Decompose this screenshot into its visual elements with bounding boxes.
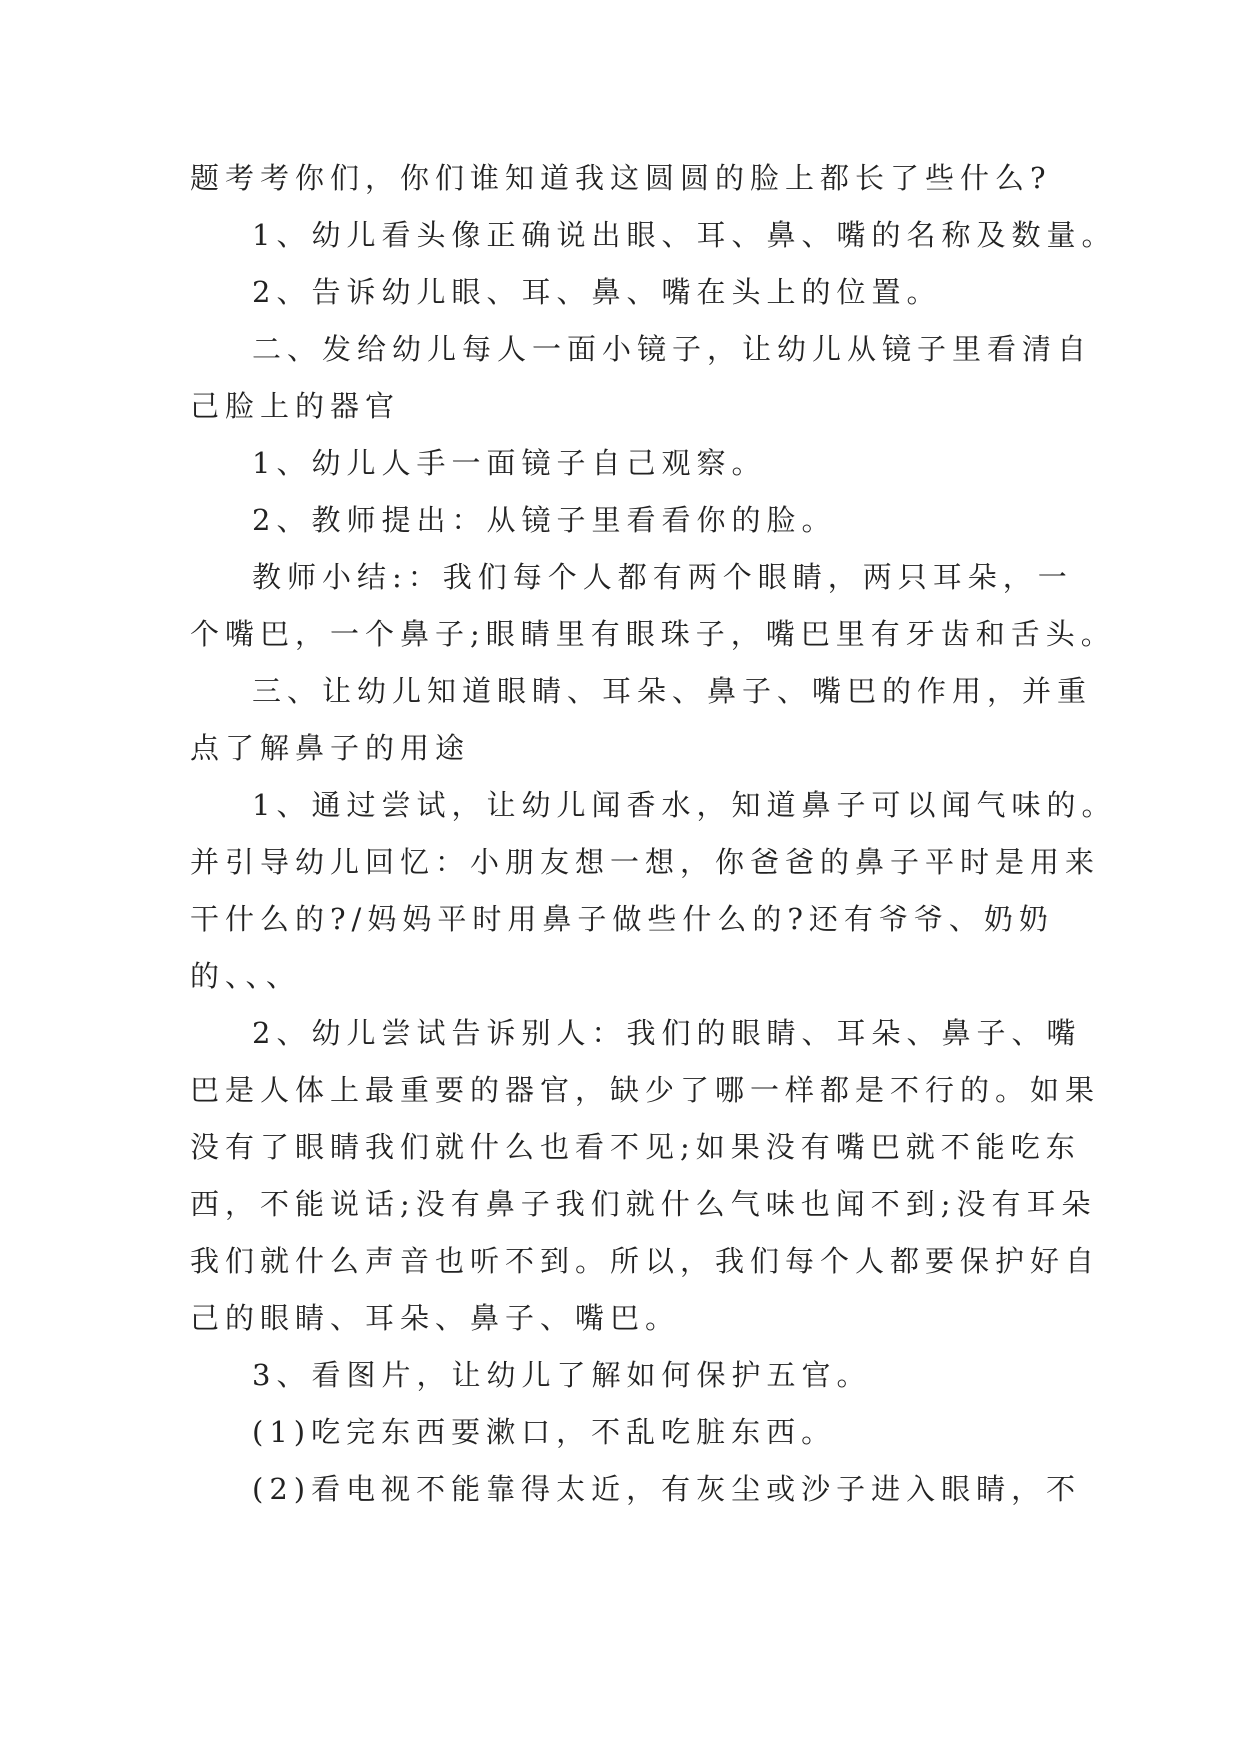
text-line: 2、告诉幼儿眼、耳、鼻、嘴在头上的位置。 bbox=[252, 275, 942, 309]
text-line: 2、教师提出：从镜子里看看你的脸。 bbox=[252, 503, 837, 537]
text-line: 3、看图片，让幼儿了解如何保护五官。 bbox=[252, 1358, 872, 1392]
text-line: 己脸上的器官 bbox=[190, 389, 401, 423]
text-line: 个嘴巴，一个鼻子;眼睛里有眼珠子，嘴巴里有牙齿和舌头。 bbox=[190, 617, 1116, 651]
text-line: 1、幼儿看头像正确说出眼、耳、鼻、嘴的名称及数量。 bbox=[252, 218, 1117, 252]
text-line: 的、、、 bbox=[190, 959, 302, 993]
text-line: 并引导幼儿回忆：小朋友想一想，你爸爸的鼻子平时是用来 bbox=[190, 845, 1101, 879]
text-line: (1)吃完东西要漱口，不乱吃脏东西。 bbox=[252, 1415, 837, 1449]
text-line: 1、幼儿人手一面镜子自己观察。 bbox=[252, 446, 767, 480]
text-line: 二、发给幼儿每人一面小镜子，让幼儿从镜子里看清自 bbox=[252, 332, 1093, 366]
text-line: 三、让幼儿知道眼睛、耳朵、鼻子、嘴巴的作用，并重 bbox=[252, 674, 1093, 708]
text-line: 教师小结:：我们每个人都有两个眼睛，两只耳朵，一 bbox=[252, 560, 1073, 594]
text-line: 没有了眼睛我们就什么也看不见;如果没有嘴巴就不能吃东 bbox=[190, 1130, 1081, 1164]
text-line: 己的眼睛、耳朵、鼻子、嘴巴。 bbox=[190, 1301, 681, 1335]
text-line: 西，不能说话;没有鼻子我们就什么气味也闻不到;没有耳朵 bbox=[190, 1187, 1097, 1221]
text-line: (2)看电视不能靠得太近，有灰尘或沙子进入眼睛，不 bbox=[252, 1472, 1082, 1506]
text-line: 点了解鼻子的用途 bbox=[190, 731, 471, 765]
text-line: 巴是人体上最重要的器官，缺少了哪一样都是不行的。如果 bbox=[190, 1073, 1101, 1107]
text-line: 我们就什么声音也听不到。所以，我们每个人都要保护好自 bbox=[190, 1244, 1101, 1278]
text-line: 题考考你们，你们谁知道我这圆圆的脸上都长了些什么? bbox=[190, 161, 1052, 195]
text-line: 1、通过尝试，让幼儿闻香水，知道鼻子可以闻气味的。 bbox=[252, 788, 1117, 822]
text-line: 干什么的?/妈妈平时用鼻子做些什么的?还有爷爷、奶奶 bbox=[190, 902, 1054, 936]
text-line: 2、幼儿尝试告诉别人：我们的眼睛、耳朵、鼻子、嘴 bbox=[252, 1016, 1082, 1050]
